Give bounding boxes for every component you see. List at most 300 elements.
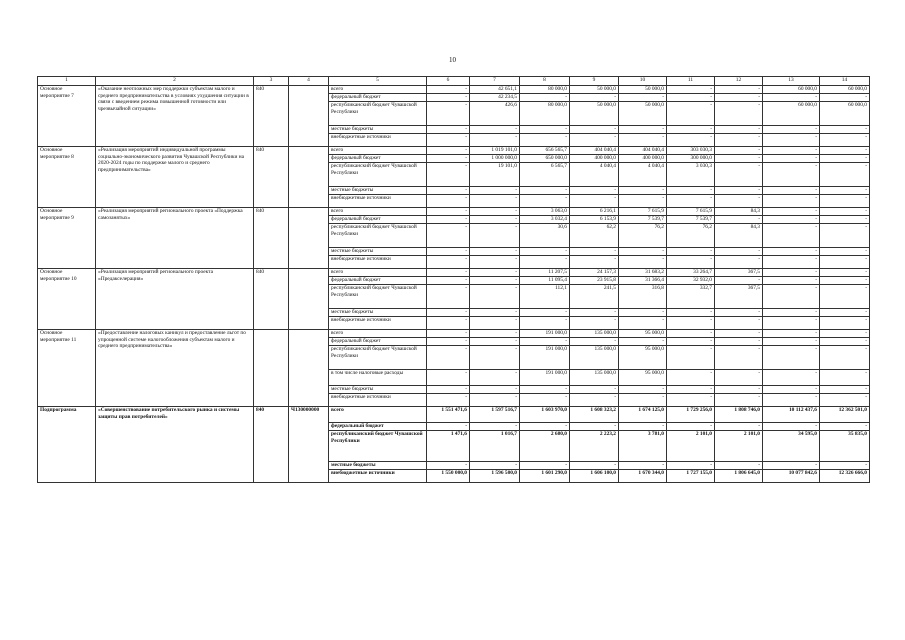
- amount-cell: 62,2: [570, 224, 619, 248]
- amount-cell: -: [820, 187, 870, 195]
- amount-cell: 1 603 970,0: [520, 407, 570, 423]
- funding-source-cell: внебюджетные источники: [329, 470, 427, 483]
- amount-cell: 50 000,0: [570, 102, 619, 126]
- amount-cell: 95 000,0: [619, 346, 667, 370]
- amount-cell: -: [667, 126, 715, 134]
- amount-cell: 2 101,0: [667, 431, 715, 462]
- amount-cell: -: [667, 423, 715, 431]
- amount-cell: 42 651,1: [470, 86, 520, 94]
- amount-cell: 7 539,7: [619, 216, 667, 224]
- amount-cell: -: [470, 370, 520, 386]
- amount-cell: -: [427, 224, 470, 248]
- amount-cell: -: [715, 309, 763, 317]
- amount-cell: -: [570, 248, 619, 256]
- amount-cell: -: [667, 86, 715, 94]
- amount-cell: 6 216,1: [570, 208, 619, 216]
- amount-cell: -: [470, 134, 520, 147]
- amount-cell: -: [820, 147, 870, 155]
- page-number: 10: [449, 56, 456, 64]
- funding-source-cell: местные бюджеты: [329, 126, 427, 134]
- amount-cell: -: [570, 94, 619, 102]
- funding-source-cell: местные бюджеты: [329, 309, 427, 317]
- funding-source-cell: федеральный бюджет: [329, 155, 427, 163]
- amount-cell: 31 683,2: [619, 269, 667, 277]
- amount-cell: -: [619, 187, 667, 195]
- amount-cell: -: [470, 330, 520, 338]
- amount-cell: -: [763, 462, 820, 470]
- amount-cell: -: [667, 330, 715, 338]
- amount-cell: -: [820, 216, 870, 224]
- header-cell: 9: [570, 77, 619, 86]
- amount-cell: -: [820, 330, 870, 338]
- amount-cell: -: [667, 187, 715, 195]
- amount-cell: 33 264,7: [667, 269, 715, 277]
- amount-cell: -: [820, 462, 870, 470]
- amount-cell: 1 000 000,0: [470, 155, 520, 163]
- admin-code-cell: [254, 330, 289, 407]
- amount-cell: 400 000,0: [619, 155, 667, 163]
- header-cell: 1: [38, 77, 96, 86]
- amount-cell: 80 000,0: [520, 102, 570, 126]
- funding-source-cell: всего: [329, 208, 427, 216]
- amount-cell: -: [667, 462, 715, 470]
- admin-code-cell: 840: [254, 208, 289, 269]
- amount-cell: -: [427, 195, 470, 208]
- amount-cell: 404 040,4: [619, 147, 667, 155]
- header-cell: 10: [619, 77, 667, 86]
- amount-cell: -: [427, 309, 470, 317]
- amount-cell: -: [619, 126, 667, 134]
- amount-cell: -: [715, 102, 763, 126]
- amount-cell: -: [820, 346, 870, 370]
- amount-cell: -: [820, 248, 870, 256]
- amount-cell: -: [570, 187, 619, 195]
- amount-cell: -: [763, 277, 820, 285]
- funding-source-cell: республиканский бюджет Чувашской Республики: [329, 285, 427, 309]
- amount-cell: -: [520, 94, 570, 102]
- amount-cell: -: [715, 147, 763, 155]
- amount-cell: -: [619, 394, 667, 407]
- funding-source-cell: федеральный бюджет: [329, 94, 427, 102]
- amount-cell: 426,6: [470, 102, 520, 126]
- amount-cell: -: [763, 338, 820, 346]
- amount-cell: 84,3: [715, 208, 763, 216]
- amount-cell: 367,5: [715, 269, 763, 277]
- amount-cell: -: [427, 285, 470, 309]
- funding-source-cell: республиканский бюджет Чувашской Республики: [329, 224, 427, 248]
- amount-cell: 95 000,0: [619, 370, 667, 386]
- admin-code-cell: 840: [254, 269, 289, 330]
- funding-source-cell: республиканский бюджет Чувашской Республики: [329, 431, 427, 462]
- amount-cell: -: [470, 269, 520, 277]
- amount-cell: -: [570, 126, 619, 134]
- amount-cell: -: [667, 195, 715, 208]
- amount-cell: -: [820, 163, 870, 187]
- funding-source-cell: федеральный бюджет: [329, 338, 427, 346]
- table-row: [38, 147, 870, 155]
- target-code-cell: [289, 208, 329, 269]
- program-description-cell: «Совершенствование потребительского рынка и системы защиты прав потребителей»: [96, 407, 254, 483]
- amount-cell: -: [470, 338, 520, 346]
- amount-cell: -: [820, 338, 870, 346]
- amount-cell: -: [427, 394, 470, 407]
- amount-cell: 400 000,0: [570, 155, 619, 163]
- amount-cell: -: [820, 195, 870, 208]
- amount-cell: -: [820, 134, 870, 147]
- funding-source-cell: внебюджетные источники: [329, 134, 427, 147]
- target-code-cell: [289, 330, 329, 407]
- amount-cell: -: [619, 423, 667, 431]
- amount-cell: 1 596 500,0: [470, 470, 520, 483]
- amount-cell: 404 040,4: [570, 147, 619, 155]
- amount-cell: -: [715, 195, 763, 208]
- amount-cell: -: [570, 386, 619, 394]
- amount-cell: 191 000,0: [520, 330, 570, 338]
- target-code-cell: [289, 269, 329, 330]
- funding-source-cell: всего: [329, 330, 427, 338]
- amount-cell: -: [427, 187, 470, 195]
- amount-cell: -: [715, 394, 763, 407]
- amount-cell: -: [470, 208, 520, 216]
- amount-cell: -: [427, 386, 470, 394]
- amount-cell: -: [763, 147, 820, 155]
- amount-cell: -: [715, 126, 763, 134]
- funding-source-cell: всего: [329, 147, 427, 155]
- amount-cell: 1 670 344,0: [619, 470, 667, 483]
- amount-cell: -: [763, 309, 820, 317]
- amount-cell: -: [427, 338, 470, 346]
- amount-cell: 11 095,4: [520, 277, 570, 285]
- funding-source-cell: местные бюджеты: [329, 386, 427, 394]
- amount-cell: -: [715, 187, 763, 195]
- amount-cell: -: [427, 370, 470, 386]
- amount-cell: -: [763, 187, 820, 195]
- amount-cell: 95 000,0: [619, 330, 667, 338]
- funding-source-cell: всего: [329, 407, 427, 423]
- amount-cell: -: [715, 330, 763, 338]
- amount-cell: -: [763, 163, 820, 187]
- amount-cell: -: [715, 423, 763, 431]
- amount-cell: -: [820, 386, 870, 394]
- table-body: [38, 77, 870, 483]
- amount-cell: -: [520, 423, 570, 431]
- amount-cell: -: [763, 224, 820, 248]
- amount-cell: -: [667, 309, 715, 317]
- amount-cell: -: [820, 317, 870, 330]
- amount-cell: 1 674 125,0: [619, 407, 667, 423]
- amount-cell: -: [763, 195, 820, 208]
- amount-cell: 30,6: [520, 224, 570, 248]
- funding-source-cell: местные бюджеты: [329, 248, 427, 256]
- amount-cell: 1 471,6: [427, 431, 470, 462]
- amount-cell: -: [427, 216, 470, 224]
- amount-cell: 1 608 323,2: [570, 407, 619, 423]
- amount-cell: 241,5: [570, 285, 619, 309]
- amount-cell: -: [427, 277, 470, 285]
- amount-cell: 60 000,0: [820, 102, 870, 126]
- amount-cell: -: [520, 309, 570, 317]
- amount-cell: -: [520, 195, 570, 208]
- amount-cell: 60 000,0: [820, 86, 870, 94]
- amount-cell: 23 915,8: [570, 277, 619, 285]
- amount-cell: -: [619, 462, 667, 470]
- amount-cell: -: [763, 317, 820, 330]
- program-description-cell: «Реализация мероприятий индивидуальной программы социально-экономического развития Чувашской Республики на 2020-2024 годы по поддержке малого и среднего предпринимательства»: [96, 147, 254, 208]
- amount-cell: 1 551 471,6: [427, 407, 470, 423]
- amount-cell: 12 326 666,0: [820, 470, 870, 483]
- amount-cell: 1 601 290,0: [520, 470, 570, 483]
- amount-cell: -: [470, 423, 520, 431]
- amount-cell: 3 063,0: [520, 208, 570, 216]
- amount-cell: 60 000,0: [763, 86, 820, 94]
- amount-cell: -: [667, 102, 715, 126]
- amount-cell: -: [619, 134, 667, 147]
- target-code-cell: Ч130000000: [289, 407, 329, 483]
- amount-cell: 1 016,7: [470, 431, 520, 462]
- amount-cell: -: [427, 134, 470, 147]
- amount-cell: 2 101,0: [715, 431, 763, 462]
- amount-cell: -: [763, 216, 820, 224]
- amount-cell: 60 000,0: [763, 102, 820, 126]
- amount-cell: -: [820, 394, 870, 407]
- amount-cell: -: [427, 317, 470, 330]
- amount-cell: -: [820, 423, 870, 431]
- amount-cell: -: [715, 248, 763, 256]
- amount-cell: -: [619, 94, 667, 102]
- amount-cell: 24 157,3: [570, 269, 619, 277]
- amount-cell: 35 835,0: [820, 431, 870, 462]
- amount-cell: -: [427, 208, 470, 216]
- amount-cell: 80 000,0: [520, 86, 570, 94]
- program-description-cell: «Реализация мероприятий регионального проекта «Предакселерация»: [96, 269, 254, 330]
- amount-cell: -: [763, 423, 820, 431]
- amount-cell: -: [570, 317, 619, 330]
- table-row: [38, 407, 870, 423]
- amount-cell: 367,5: [715, 285, 763, 309]
- funding-source-cell: внебюджетные источники: [329, 394, 427, 407]
- amount-cell: -: [820, 269, 870, 277]
- amount-cell: -: [570, 394, 619, 407]
- amount-cell: 135 000,0: [570, 330, 619, 338]
- amount-cell: 1 597 516,7: [470, 407, 520, 423]
- amount-cell: -: [470, 285, 520, 309]
- amount-cell: 656 565,7: [520, 147, 570, 155]
- amount-cell: -: [667, 248, 715, 256]
- header-cell: 6: [427, 77, 470, 86]
- amount-cell: -: [520, 338, 570, 346]
- amount-cell: 50 000,0: [619, 86, 667, 94]
- funding-source-cell: республиканский бюджет Чувашской Республики: [329, 163, 427, 187]
- amount-cell: 32 932,0: [667, 277, 715, 285]
- program-description-cell: «Предоставление налоговых каникул и предоставление льгот по упрощенной системе налогообложения субъектам малого и среднего предпринимательства»: [96, 330, 254, 407]
- amount-cell: -: [427, 423, 470, 431]
- funding-source-cell: республиканский бюджет Чувашской Республики: [329, 346, 427, 370]
- amount-cell: -: [763, 94, 820, 102]
- funding-source-cell: местные бюджеты: [329, 462, 427, 470]
- amount-cell: 3 781,0: [619, 431, 667, 462]
- amount-cell: -: [763, 370, 820, 386]
- amount-cell: 135 000,0: [570, 346, 619, 370]
- amount-cell: -: [820, 126, 870, 134]
- amount-cell: 76,2: [619, 224, 667, 248]
- amount-cell: -: [763, 155, 820, 163]
- amount-cell: 1 727 155,0: [667, 470, 715, 483]
- amount-cell: -: [715, 86, 763, 94]
- amount-cell: 4 040,4: [619, 163, 667, 187]
- header-cell: 5: [329, 77, 427, 86]
- amount-cell: -: [763, 386, 820, 394]
- funding-source-cell: федеральный бюджет: [329, 216, 427, 224]
- amount-cell: -: [715, 134, 763, 147]
- amount-cell: 6 565,7: [520, 163, 570, 187]
- amount-cell: -: [619, 338, 667, 346]
- program-name-cell: Основное мероприятие 8: [38, 147, 96, 208]
- amount-cell: -: [520, 317, 570, 330]
- header-cell: 4: [289, 77, 329, 86]
- funding-source-cell: всего: [329, 269, 427, 277]
- amount-cell: 7 615,9: [667, 208, 715, 216]
- amount-cell: 316,8: [619, 285, 667, 309]
- amount-cell: 2 680,0: [520, 431, 570, 462]
- amount-cell: -: [470, 386, 520, 394]
- amount-cell: -: [763, 248, 820, 256]
- program-name-cell: Основное мероприятие 9: [38, 208, 96, 269]
- amount-cell: 12 362 501,0: [820, 407, 870, 423]
- amount-cell: -: [820, 285, 870, 309]
- amount-cell: -: [667, 134, 715, 147]
- amount-cell: -: [427, 147, 470, 155]
- table-row: [38, 330, 870, 338]
- amount-cell: -: [427, 330, 470, 338]
- amount-cell: 4 040,4: [570, 163, 619, 187]
- amount-cell: -: [667, 394, 715, 407]
- amount-cell: -: [470, 248, 520, 256]
- amount-cell: -: [520, 394, 570, 407]
- amount-cell: -: [667, 338, 715, 346]
- amount-cell: -: [470, 195, 520, 208]
- amount-cell: -: [715, 277, 763, 285]
- amount-cell: 6 153,9: [570, 216, 619, 224]
- admin-code-cell: 840: [254, 407, 289, 483]
- amount-cell: -: [470, 187, 520, 195]
- amount-cell: 3 030,3: [667, 163, 715, 187]
- amount-cell: 191 000,0: [520, 370, 570, 386]
- amount-cell: -: [667, 256, 715, 269]
- amount-cell: -: [820, 208, 870, 216]
- target-code-cell: [289, 86, 329, 147]
- amount-cell: -: [715, 163, 763, 187]
- admin-code-cell: 840: [254, 147, 289, 208]
- amount-cell: -: [763, 134, 820, 147]
- amount-cell: -: [715, 216, 763, 224]
- amount-cell: -: [619, 317, 667, 330]
- header-cell: 13: [763, 77, 820, 86]
- amount-cell: -: [820, 256, 870, 269]
- amount-cell: 10 077 842,6: [763, 470, 820, 483]
- program-description-cell: «Оказание неотложных мер поддержки субъектам малого и среднего предпринимательства в условиях ухудшения ситуации в связи с введением режима повышенной готовности или чрезвычайной ситуации»: [96, 86, 254, 147]
- amount-cell: -: [470, 224, 520, 248]
- amount-cell: -: [820, 155, 870, 163]
- program-name-cell: Подпрограмма: [38, 407, 96, 483]
- amount-cell: -: [520, 126, 570, 134]
- amount-cell: 650 000,0: [520, 155, 570, 163]
- amount-cell: 1 806 645,0: [715, 470, 763, 483]
- amount-cell: -: [427, 102, 470, 126]
- amount-cell: -: [427, 256, 470, 269]
- amount-cell: 112,1: [520, 285, 570, 309]
- amount-cell: -: [715, 317, 763, 330]
- amount-cell: 50 000,0: [619, 102, 667, 126]
- amount-cell: -: [470, 126, 520, 134]
- amount-cell: -: [619, 386, 667, 394]
- amount-cell: -: [470, 277, 520, 285]
- amount-cell: 135 000,0: [570, 370, 619, 386]
- amount-cell: -: [427, 86, 470, 94]
- funding-source-cell: республиканский бюджет Чувашской Республики: [329, 102, 427, 126]
- amount-cell: -: [763, 394, 820, 407]
- amount-cell: -: [427, 346, 470, 370]
- funding-source-cell: местные бюджеты: [329, 187, 427, 195]
- amount-cell: -: [715, 256, 763, 269]
- header-cell: 11: [667, 77, 715, 86]
- program-name-cell: Основное мероприятие 10: [38, 269, 96, 330]
- header-cell: 14: [820, 77, 870, 86]
- header-cell: 12: [715, 77, 763, 86]
- amount-cell: 3 032,4: [520, 216, 570, 224]
- amount-cell: -: [763, 256, 820, 269]
- header-cell: 7: [470, 77, 520, 86]
- amount-cell: -: [520, 256, 570, 269]
- amount-cell: -: [763, 285, 820, 309]
- amount-cell: -: [763, 346, 820, 370]
- amount-cell: -: [470, 216, 520, 224]
- amount-cell: -: [470, 462, 520, 470]
- amount-cell: -: [763, 330, 820, 338]
- funding-source-cell: федеральный бюджет: [329, 277, 427, 285]
- table-row: [38, 269, 870, 277]
- amount-cell: 76,2: [667, 224, 715, 248]
- amount-cell: -: [520, 187, 570, 195]
- amount-cell: -: [570, 338, 619, 346]
- amount-cell: 84,3: [715, 224, 763, 248]
- funding-source-cell: всего: [329, 86, 427, 94]
- program-description-cell: «Реализация мероприятий регионального проекта «Поддержка самозанятых»: [96, 208, 254, 269]
- amount-cell: -: [667, 346, 715, 370]
- amount-cell: 1 808 746,0: [715, 407, 763, 423]
- amount-cell: 11 207,5: [520, 269, 570, 277]
- amount-cell: -: [470, 256, 520, 269]
- amount-cell: -: [570, 195, 619, 208]
- amount-cell: 1 550 000,0: [427, 470, 470, 483]
- header-cell: 8: [520, 77, 570, 86]
- amount-cell: -: [470, 309, 520, 317]
- amount-cell: -: [427, 462, 470, 470]
- amount-cell: -: [820, 94, 870, 102]
- amount-cell: 42 234,5: [470, 94, 520, 102]
- amount-cell: -: [619, 248, 667, 256]
- program-name-cell: Основное мероприятие 11: [38, 330, 96, 407]
- amount-cell: -: [820, 309, 870, 317]
- amount-cell: -: [570, 423, 619, 431]
- amount-cell: -: [715, 338, 763, 346]
- amount-cell: -: [470, 317, 520, 330]
- amount-cell: -: [715, 94, 763, 102]
- funding-source-cell: внебюджетные источники: [329, 317, 427, 330]
- header-cell: 2: [96, 77, 254, 86]
- amount-cell: 19 101,0: [470, 163, 520, 187]
- amount-cell: -: [470, 346, 520, 370]
- amount-cell: -: [763, 126, 820, 134]
